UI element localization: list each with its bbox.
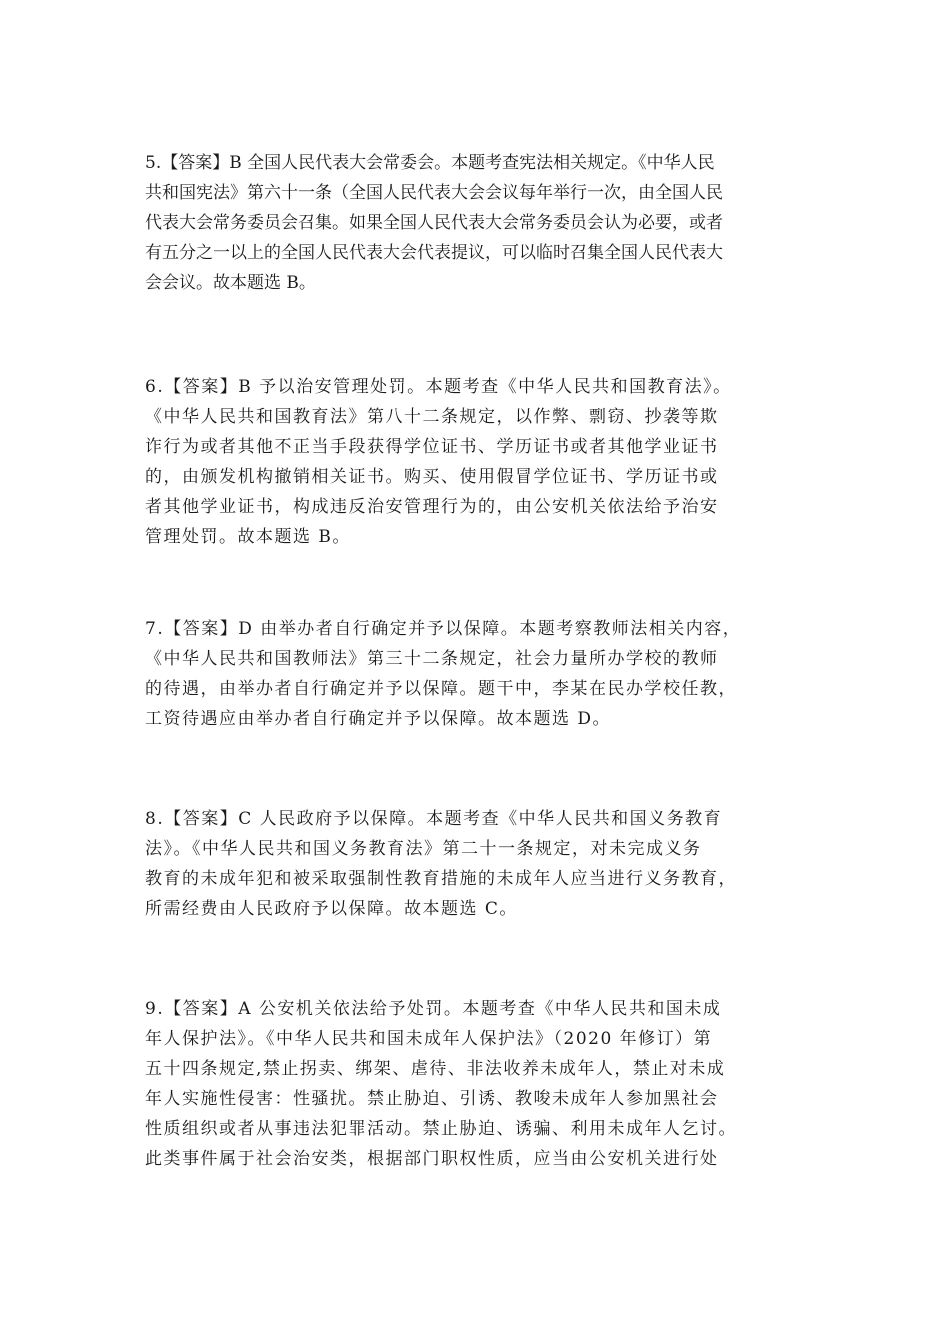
answer-8-line-1: 8.【答案】C 人民政府予以保障。本题考查《中华人民共和国义务教育 bbox=[145, 809, 723, 829]
answer-8-line-2: 法》。《中华人民共和国义务教育法》第二十一条规定，对未完成义务 bbox=[145, 839, 702, 859]
answer-5-line-4: 有五分之一以上的全国人民代表大会代表提议，可以临时召集全国人民代表大 bbox=[145, 243, 723, 263]
answer-9-line-2: 年人保护法》。《中华人民共和国未成年人保护法》（2020 年修订）第 bbox=[145, 1029, 713, 1049]
answer-9-line-5: 性质组织或者从事违法犯罪活动。禁止胁迫、诱骗、利用未成年人乞讨。 bbox=[145, 1119, 737, 1139]
answer-7-line-1: 7.【答案】D 由举办者自行确定并予以保障。本题考察教师法相关内容， bbox=[145, 619, 742, 639]
answer-8-line-3: 教育的未成年犯和被采取强制性教育措施的未成年人应当进行义务教育， bbox=[145, 869, 737, 889]
answer-6-line-5: 者其他学业证书，构成违反治安管理行为的，由公安机关依法给予治安 bbox=[145, 497, 719, 517]
answer-6-line-3: 诈行为或者其他不正当手段获得学位证书、学历证书或者其他学业证书 bbox=[145, 437, 719, 457]
answer-5-line-2: 共和国宪法》第六十一条（全国人民代表大会会议每年举行一次，由全国人民 bbox=[145, 183, 723, 203]
answer-5-line-1: 5.【答案】B 全国人民代表大会常委会。本题考查宪法相关规定。《中华人民 bbox=[145, 153, 715, 173]
answer-7-line-4: 工资待遇应由举办者自行确定并予以保障。故本题选 D。 bbox=[145, 709, 612, 729]
answer-7 bbox=[145, 614, 835, 734]
answer-6 bbox=[145, 372, 835, 552]
answer-5-line-5: 会会议。故本题选 B。 bbox=[145, 273, 316, 293]
answer-5 bbox=[145, 148, 835, 298]
answer-6-line-2: 《中华人民共和国教育法》第八十二条规定，以作弊、剽窃、抄袭等欺 bbox=[145, 407, 719, 427]
answer-9-line-1: 9.【答案】A 公安机关依法给予处罚。本题考查《中华人民共和国未成 bbox=[145, 999, 722, 1019]
answer-9-line-4: 年人实施性侵害：性骚扰。禁止胁迫、引诱、教唆未成年人参加黑社会 bbox=[145, 1089, 719, 1109]
answer-5-line-3: 代表大会常务委员会召集。如果全国人民代表大会常务委员会认为必要，或者 bbox=[145, 213, 723, 233]
answer-8-line-4: 所需经费由人民政府予以保障。故本题选 C。 bbox=[145, 899, 518, 919]
answer-9-line-6: 此类事件属于社会治安类，根据部门职权性质，应当由公安机关进行处 bbox=[145, 1149, 719, 1169]
answer-6-line-1: 6.【答案】B 予以治安管理处罚。本题考查《中华人民共和国教育法》。 bbox=[145, 377, 732, 397]
answer-6-line-6: 管理处罚。故本题选 B。 bbox=[145, 527, 351, 547]
answer-9-line-3: 五十四条规定,禁止拐卖、绑架、虐待、非法收养未成年人，禁止对未成 bbox=[145, 1059, 726, 1079]
answer-9 bbox=[145, 994, 835, 1174]
answer-6-line-4: 的，由颁发机构撤销相关证书。购买、使用假冒学位证书、学历证书或 bbox=[145, 467, 719, 487]
answer-7-line-2: 《中华人民共和国教师法》第三十二条规定，社会力量所办学校的教师 bbox=[145, 649, 719, 669]
answer-8 bbox=[145, 804, 835, 924]
answer-7-line-3: 的待遇，由举办者自行确定并予以保障。题干中，李某在民办学校任教， bbox=[145, 679, 737, 699]
